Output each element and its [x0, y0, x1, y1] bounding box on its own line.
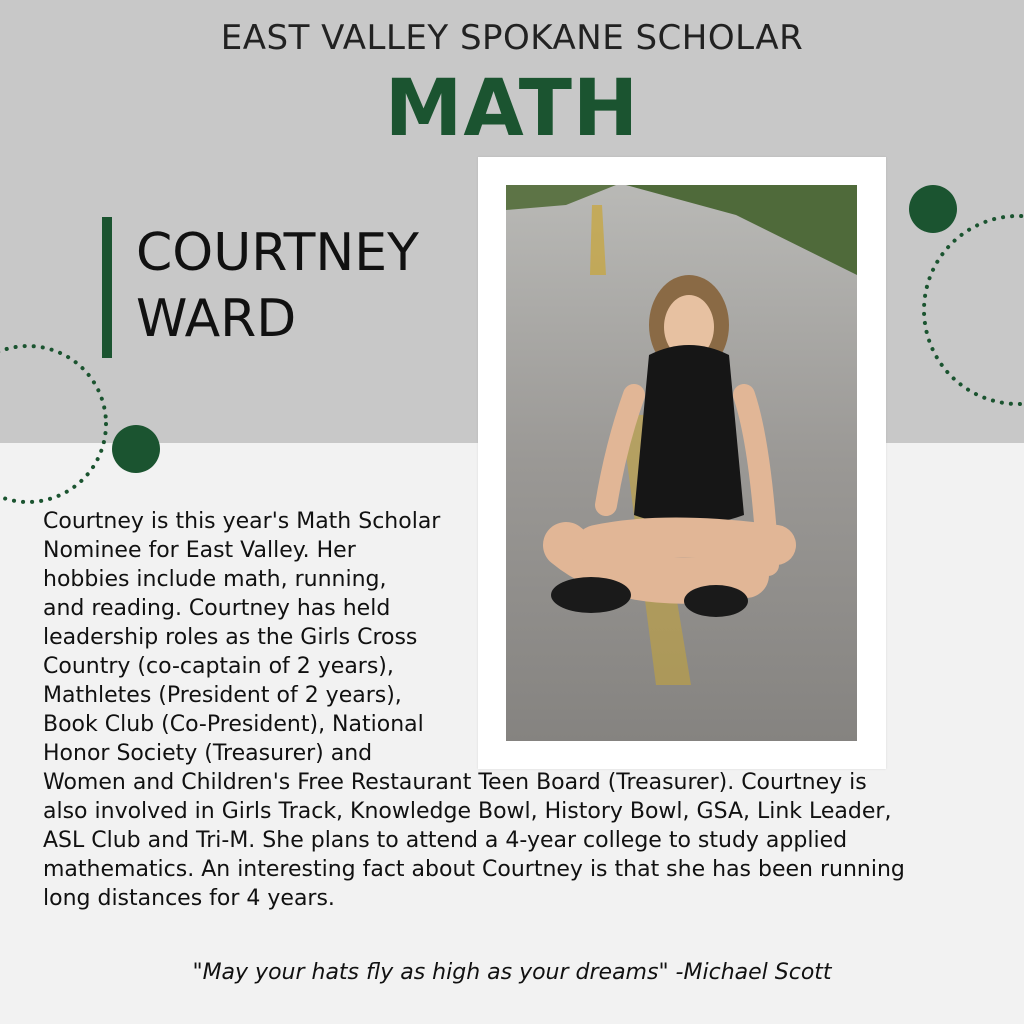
scholar-name [136, 220, 419, 352]
first-name: COURTNEY [136, 223, 419, 283]
bio-line: Honor Society (Treasurer) and [43, 741, 373, 766]
last-name: WARD [136, 289, 297, 349]
dotted-circle-right-decoration [918, 212, 1024, 408]
bio-line: mathematics. An interesting fact about Courtney is that she has been running [43, 857, 905, 882]
bio-line: ASL Club and Tri-M. She plans to attend a 4-year college to study applied [43, 828, 848, 853]
subject-title: MATH [384, 64, 640, 154]
bio-text [43, 507, 983, 913]
bio-narrow-column [43, 507, 463, 768]
bio-line: leadership roles as the Girls Cross [43, 625, 418, 650]
bio-line: Book Club (Co-President), National [43, 712, 424, 737]
name-accent-bar [102, 217, 112, 358]
dotted-circle-left-decoration [0, 344, 112, 506]
bio-line: Country (co-captain of 2 years), [43, 654, 394, 679]
bio-line: and reading. Courtney has held [43, 596, 391, 621]
solid-circle-left-decoration [111, 424, 161, 474]
school-heading: EAST VALLEY SPOKANE SCHOLAR [220, 18, 804, 58]
bio-line: long distances for 4 years. [43, 886, 335, 911]
bio-line: Nominee for East Valley. Her [43, 538, 356, 563]
bio-line: also involved in Girls Track, Knowledge Bowl, History Bowl, GSA, Link Leader, [43, 799, 892, 824]
bio-line: Courtney is this year's Math Scholar [43, 509, 441, 534]
solid-circle-right-decoration [908, 185, 958, 235]
quote: "May your hats fly as high as your dreams" -Michael Scott [192, 960, 832, 985]
bio-line: Women and Children's Free Restaurant Teen Board (Treasurer). Courtney is [43, 770, 867, 795]
bio-line: hobbies include math, running, [43, 567, 387, 592]
bio-line: Mathletes (President of 2 years), [43, 683, 402, 708]
